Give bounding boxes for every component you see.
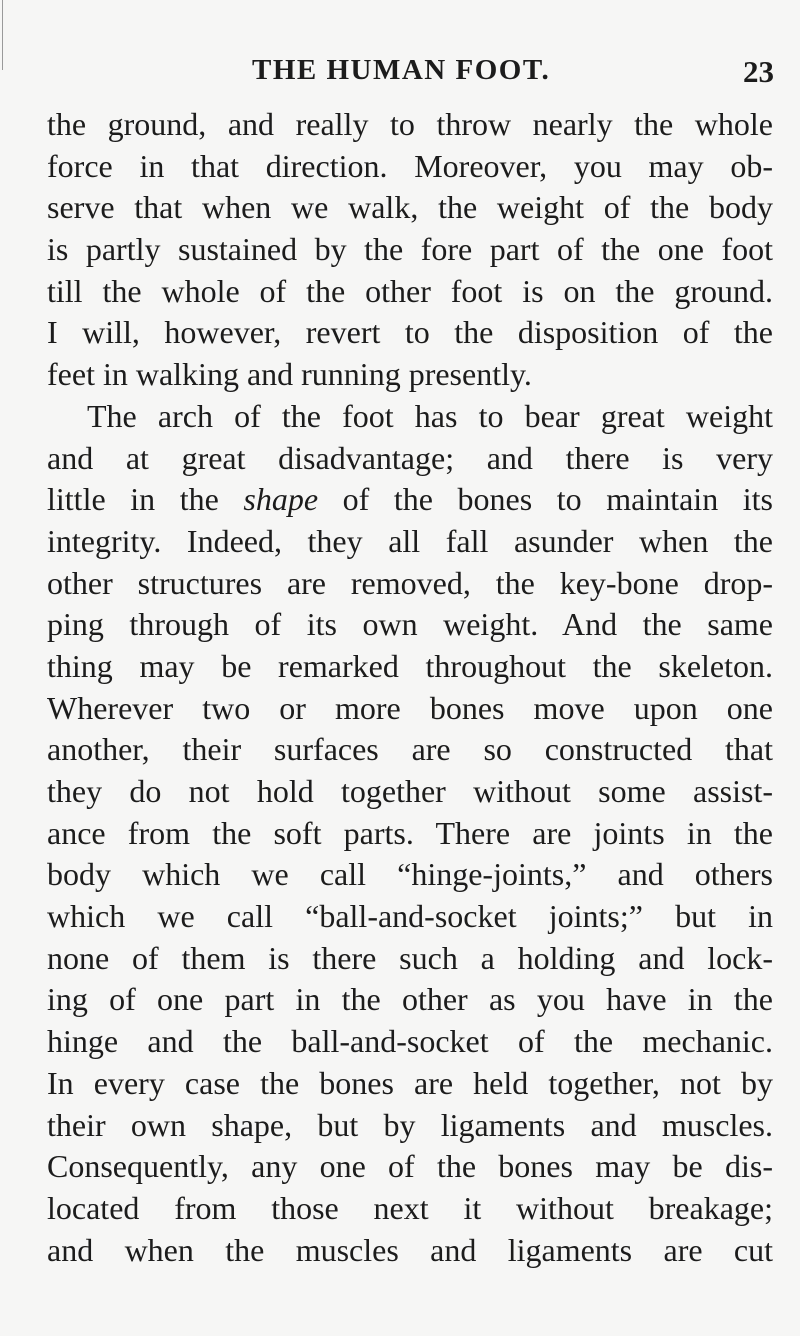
text-line: till the whole of the other foot is on the ground. xyxy=(47,272,773,309)
text-line: thing may be remarked throughout the skeleton. xyxy=(47,647,773,684)
text-line: is partly sustained by the fore part of the one foot xyxy=(47,231,773,268)
text-line: Wherever two or more bones move upon one xyxy=(47,689,773,726)
text-line: serve that when we walk, the weight of the body xyxy=(47,189,773,226)
text-line: and when the muscles and ligaments are cut xyxy=(47,1231,773,1268)
text-line: integrity. Indeed, they all fall asunder when the xyxy=(47,522,773,559)
text-line: another, their surfaces are so constructed that xyxy=(47,731,773,768)
body-text xyxy=(47,104,773,1271)
text-segment: little in the xyxy=(47,481,244,518)
text-line: and at great disadvantage; and there is very xyxy=(47,439,773,476)
text-line: In every case the bones are held together, not by xyxy=(47,1064,773,1101)
text-line: body which we call “hinge-joints,” and others xyxy=(47,856,773,893)
text-segment: of the bones to maintain its xyxy=(318,481,773,518)
paragraph-start-line: The arch of the foot has to bear great weight xyxy=(87,397,773,434)
text-line: feet in walking and running presently. xyxy=(47,356,532,393)
page-number: 23 xyxy=(743,54,774,89)
text-line: they do not hold together without some assist- xyxy=(47,773,773,809)
text-line: located from those next it without breakage; xyxy=(47,1189,773,1226)
text-line: other structures are removed, the key-bone drop- xyxy=(47,564,773,601)
text-line xyxy=(47,479,773,521)
text-line: force in that direction. Moreover, you may ob- xyxy=(47,147,773,184)
text-line: none of them is there such a holding and lock- xyxy=(47,939,773,976)
text-line: which we call “ball-and-socket joints;” but in xyxy=(47,898,773,935)
running-head xyxy=(0,54,800,94)
text-line: their own shape, but by ligaments and muscles. xyxy=(47,1106,773,1143)
text-line: I will, however, revert to the disposition of the xyxy=(47,314,773,351)
text-line: hinge and the ball-and-socket of the mechanic. xyxy=(47,1023,773,1060)
text-line: Consequently, any one of the bones may be dis- xyxy=(47,1148,773,1185)
text-line: ing of one part in the other as you have in the xyxy=(47,981,773,1018)
text-line: ping through of its own weight. And the same xyxy=(47,606,773,643)
italic-word: shape xyxy=(243,481,319,518)
text-line: the ground, and really to throw nearly the whole xyxy=(47,106,773,142)
text-line: ance from the soft parts. There are joints in the xyxy=(47,814,773,851)
running-head-title: THE HUMAN FOOT. xyxy=(252,54,551,86)
